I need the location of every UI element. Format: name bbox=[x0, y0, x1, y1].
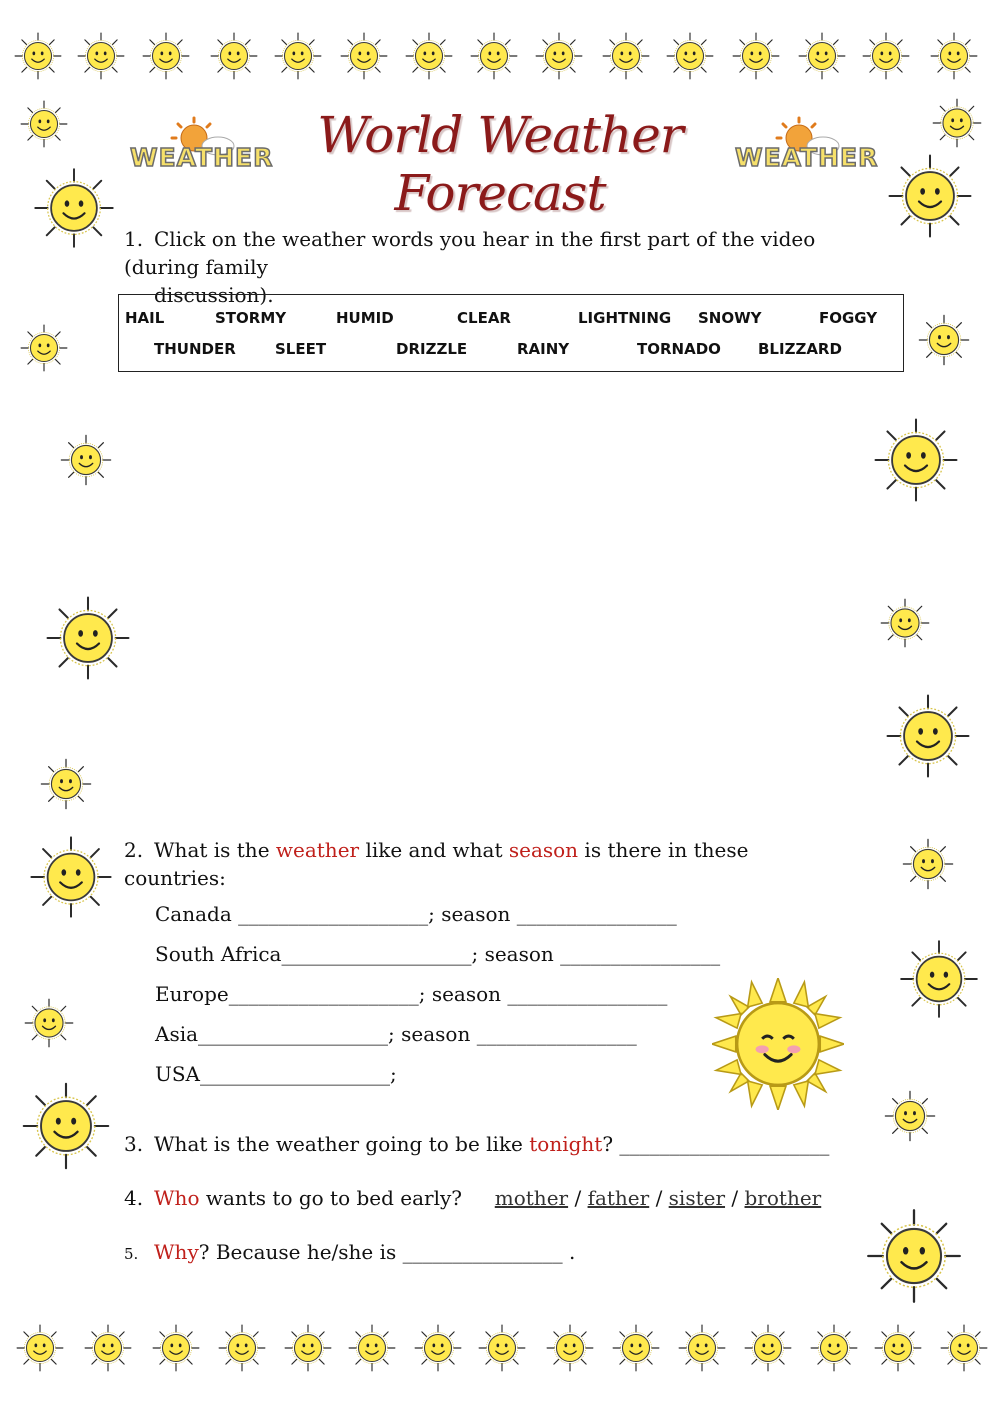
word-option[interactable]: CLEAR bbox=[457, 309, 511, 327]
sun-icon bbox=[140, 30, 192, 82]
sun-icon bbox=[150, 1322, 202, 1374]
sun-icon bbox=[938, 1322, 990, 1374]
word-option[interactable]: SNOWY bbox=[698, 309, 762, 327]
sun-icon bbox=[208, 30, 260, 82]
sun-icon bbox=[412, 1322, 464, 1374]
option-father[interactable]: father bbox=[587, 1186, 650, 1210]
option-sister[interactable]: sister bbox=[668, 1186, 726, 1210]
sun-icon bbox=[878, 596, 932, 650]
sun-icon bbox=[882, 1088, 938, 1144]
sun-icon bbox=[676, 1322, 728, 1374]
word-option[interactable]: LIGHTNING bbox=[578, 309, 672, 327]
sun-icon bbox=[38, 756, 94, 812]
sun-icon bbox=[896, 936, 982, 1022]
weather-logo-right: WEATHER bbox=[735, 116, 870, 176]
sun-icon bbox=[282, 1322, 334, 1374]
sun-icon bbox=[882, 690, 974, 782]
page-title: World Weather Forecast bbox=[317, 106, 683, 222]
word-option[interactable]: FOGGY bbox=[819, 309, 878, 327]
sun-icon bbox=[272, 30, 324, 82]
sun-icon bbox=[533, 30, 585, 82]
word-option[interactable]: DRIZZLE bbox=[396, 340, 468, 358]
sun-icon bbox=[58, 432, 114, 488]
sun-icon bbox=[468, 30, 520, 82]
sun-icon bbox=[884, 150, 976, 242]
country-row-usa[interactable]: USA___________________; bbox=[155, 1062, 397, 1086]
big-sun-icon bbox=[712, 978, 844, 1110]
sun-icon bbox=[870, 414, 962, 506]
word-option[interactable]: RAINY bbox=[517, 340, 570, 358]
sun-icon bbox=[808, 1322, 860, 1374]
weather-logo-left: WEATHER bbox=[130, 116, 265, 176]
question-3: 3. What is the weather going to be like tonight? _____________________ bbox=[124, 1132, 830, 1156]
sun-icon bbox=[12, 30, 64, 82]
word-option[interactable]: BLIZZARD bbox=[758, 340, 842, 358]
sun-icon bbox=[75, 30, 127, 82]
sun-icon bbox=[796, 30, 848, 82]
sun-icon bbox=[544, 1322, 596, 1374]
sun-icon bbox=[26, 832, 116, 922]
country-row-south-africa[interactable]: South Africa___________________; season ________________ bbox=[155, 942, 721, 966]
sun-icon bbox=[610, 1322, 662, 1374]
answer-blank[interactable]: ? Because he/she is ________________ . bbox=[198, 1240, 576, 1264]
question-2: 2. What is the weather like and what season is there in these countries: bbox=[124, 838, 749, 890]
word-option[interactable]: THUNDER bbox=[154, 340, 236, 358]
sun-icon bbox=[18, 322, 70, 374]
sun-icon bbox=[600, 30, 652, 82]
word-option[interactable]: TORNADO bbox=[637, 340, 721, 358]
sun-icon bbox=[900, 836, 956, 892]
option-mother[interactable]: mother bbox=[494, 1186, 569, 1210]
word-option[interactable]: HAIL bbox=[125, 309, 165, 327]
country-row-europe[interactable]: Europe___________________; season ________________ bbox=[155, 982, 668, 1006]
sun-icon bbox=[476, 1322, 528, 1374]
answer-blank[interactable]: ? _____________________ bbox=[602, 1132, 830, 1156]
question-1: 1. Click on the weather words you hear in the first part of the video (during family discussion). bbox=[124, 227, 816, 307]
header bbox=[130, 100, 879, 222]
sun-icon bbox=[860, 30, 912, 82]
sun-icon bbox=[730, 30, 782, 82]
sun-icon bbox=[742, 1322, 794, 1374]
question-5: 5. Why? Because he/she is ________________ . bbox=[124, 1240, 576, 1264]
sun-icon bbox=[930, 96, 984, 150]
question-4: 4. Who wants to go to bed early? mother / father / sister / brother bbox=[124, 1186, 822, 1210]
sun-icon bbox=[862, 1204, 966, 1308]
sun-icon bbox=[338, 30, 390, 82]
word-option[interactable]: STORMY bbox=[215, 309, 287, 327]
country-row-asia[interactable]: Asia___________________; season ________________ bbox=[155, 1022, 637, 1046]
sun-icon bbox=[22, 996, 76, 1050]
sun-icon bbox=[18, 98, 70, 150]
word-option[interactable]: HUMID bbox=[336, 309, 394, 327]
sun-icon bbox=[403, 30, 455, 82]
sun-icon bbox=[30, 164, 118, 252]
option-brother[interactable]: brother bbox=[744, 1186, 822, 1210]
sun-icon bbox=[664, 30, 716, 82]
sun-icon bbox=[916, 312, 972, 368]
sun-icon bbox=[216, 1322, 268, 1374]
sun-icon bbox=[346, 1322, 398, 1374]
sun-icon bbox=[928, 30, 980, 82]
word-option[interactable]: SLEET bbox=[275, 340, 327, 358]
country-row-canada[interactable]: Canada ___________________; season ________________ bbox=[155, 902, 677, 926]
sun-icon bbox=[18, 1078, 114, 1174]
sun-icon bbox=[14, 1322, 66, 1374]
sun-icon bbox=[872, 1322, 924, 1374]
sun-icon bbox=[82, 1322, 134, 1374]
word-bank bbox=[118, 294, 904, 372]
sun-icon bbox=[42, 592, 134, 684]
